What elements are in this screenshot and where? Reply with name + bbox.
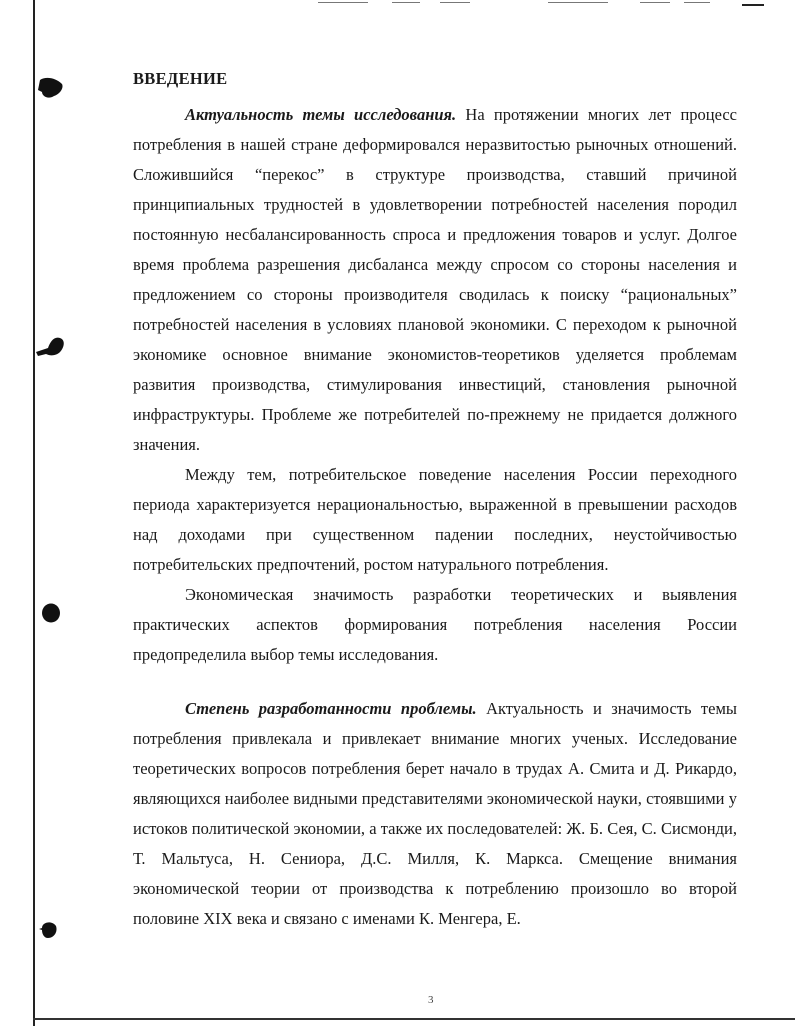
section-heading: ВВЕДЕНИЕ	[133, 69, 228, 88]
paragraph-text: Между тем, потребительское поведение населения России переходного периода характеризуется нерациональностью, выраженной в превышении расходов над доходами при существенном падении последних, неустойчивостью потребительских предпочтений, ростом натурального потребления.	[133, 465, 737, 574]
scan-top-dash	[440, 2, 470, 3]
scan-bottom-border	[33, 1018, 795, 1020]
scan-top-dash	[392, 2, 420, 3]
paragraph-lead: Степень разработанности проблемы.	[185, 699, 477, 718]
paragraph-consumer-behavior	[133, 460, 737, 580]
page-number: 3	[428, 994, 434, 1006]
scan-left-border	[33, 0, 35, 1026]
paragraph-lead: Актуальность темы исследования.	[185, 105, 457, 124]
scan-top-dash	[548, 2, 608, 3]
paragraph-relevance	[133, 100, 737, 460]
scan-top-dash	[640, 2, 670, 3]
punch-hole	[34, 332, 68, 362]
scan-top-dash	[318, 2, 368, 3]
page-content	[133, 64, 737, 934]
paragraph-text: На протяжении многих лет процесс потребления в нашей стране деформировался неразвитостью рыночных отношений. Сложившийся “перекос” в структуре производства, ставший причиной принципиальных трудностей в удовлетворении потребностей населения породил постоянную несбалансированность спроса и предложения товаров и услуг. Долгое время проблема разрешения дисбаланса между спросом со стороны населения и предложением со стороны производителя сводилась к поиску “рациональных” потребностей населения в условиях плановой экономики. С переходом к рыночной экономике основное внимание экономистов-теоретиков уделяется проблемам развития производства, стимулирования инвестиций, становления рыночной инфраструктуры. Проблеме же потребителей по-прежнему не придается должного значения.	[133, 105, 738, 454]
paragraph-text: Актуальность и значимость темы потребления привлекала и привлекает внимание многих ученых. Исследование теоретических вопросов потребления берет начало в трудах А. Смита и Д. Рикардо, являющихся наиболее видными представителями экономической науки, стоявшими у истоков политической экономии, а также их последователей: Ж. Б. Сея, С. Сисмонди, Т. Мальтуса, Н. Сениора, Д.С. Милля, К. Маркса. Смещение внимания экономической теории от производства к потреблению произошло во второй половине XIX века и связано с именами К. Менгера, Е.	[133, 699, 737, 928]
scan-top-dash	[684, 2, 710, 3]
punch-hole	[38, 918, 60, 942]
paragraph-significance	[133, 580, 737, 670]
punch-hole	[40, 602, 62, 624]
paragraph-degree-of-development	[133, 694, 737, 934]
punch-hole	[36, 76, 66, 102]
scan-top-mark	[742, 4, 764, 6]
paragraph-text: Экономическая значимость разработки теоретических и выявления практических аспектов формирования потребления населения России предопределила выбор темы исследования.	[133, 585, 737, 664]
